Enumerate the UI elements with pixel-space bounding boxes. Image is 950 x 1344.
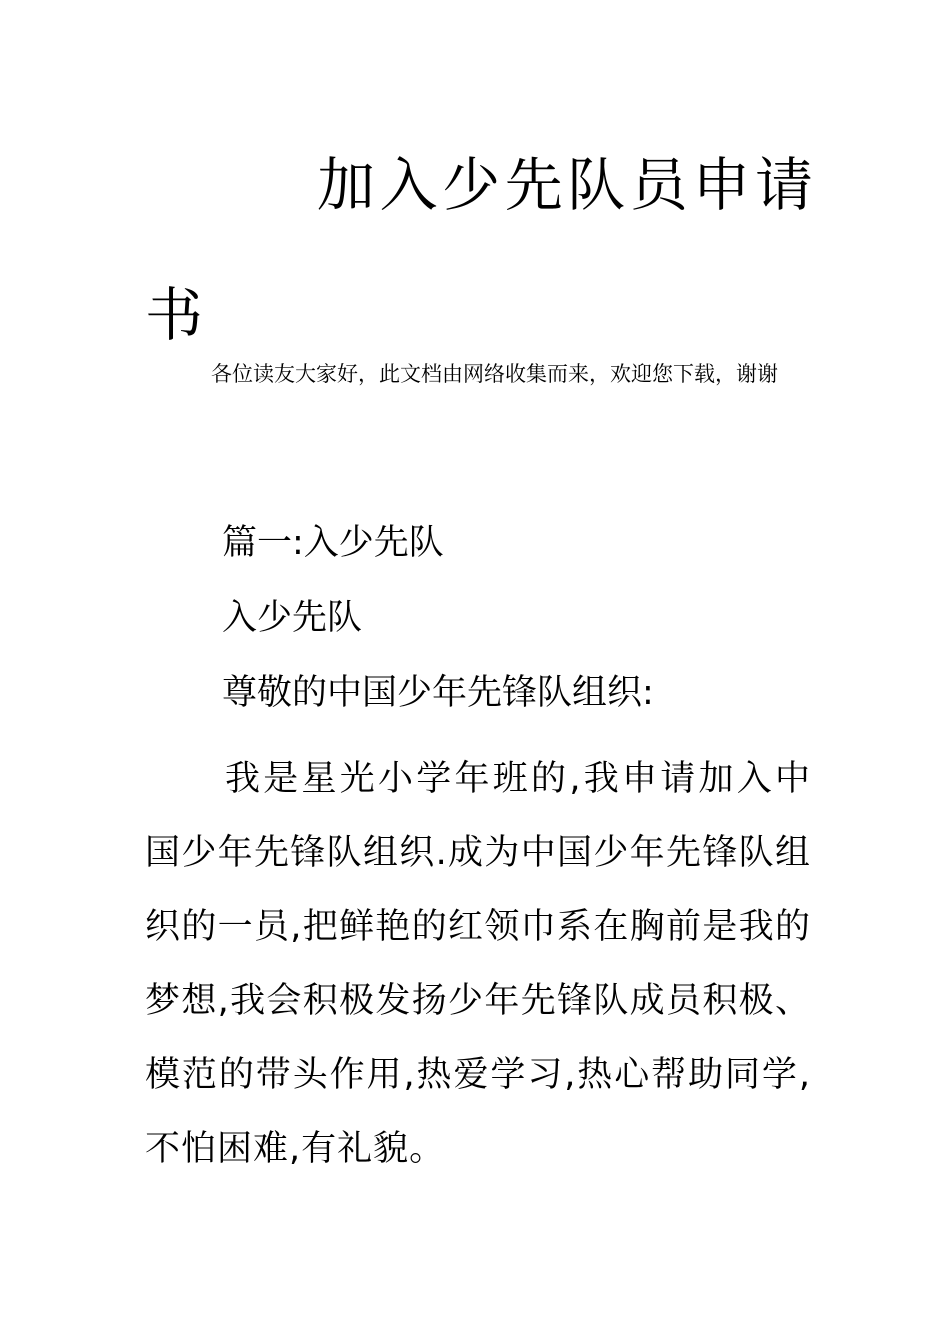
section-heading: 篇一:入少先队 [222, 523, 444, 563]
salutation: 尊敬的中国少年先锋队组织: [222, 673, 654, 713]
subheading: 入少先队 [222, 598, 363, 638]
intro-note: 各位读友大家好，此文档由网络收集而来，欢迎您下载，谢谢 [211, 362, 778, 386]
body-paragraph: 我是星光小学年班的,我申请加入中国少年先锋队组织.成为中国少年先锋队组织的一员,把鲜艳的红领巾系在胸前是我的梦想,我会积极发扬少年先锋队成员积极、模范的带头作用,热爱学习,热心帮助同学,不怕困难,有礼貌。 [145, 759, 811, 1169]
document-title: 加入少先队员申请书 [145, 151, 815, 349]
